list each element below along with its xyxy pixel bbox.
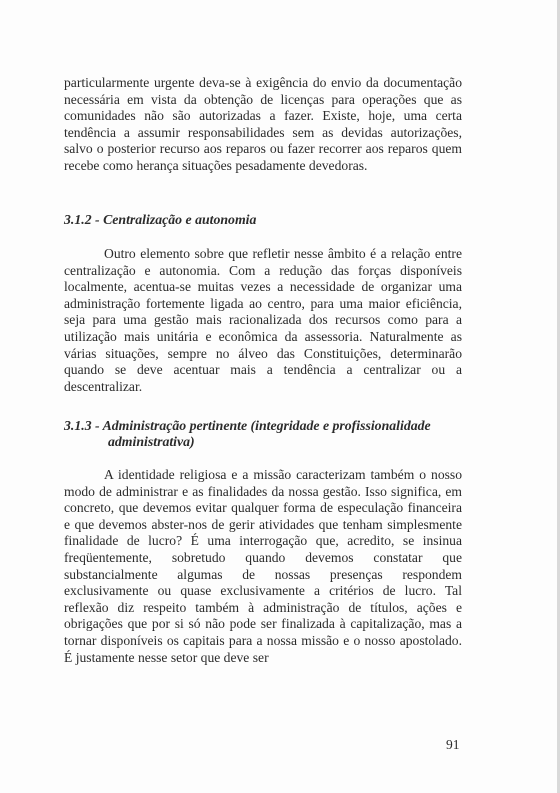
paragraph-administration — [64, 467, 462, 666]
paragraph-centralization — [64, 246, 462, 395]
paragraph-text: particularmente urgente deva-se à exigência do envio da documentação necessária em vista da obtenção de licenças para operações que as comunidades não são autorizadas a fazer. Existe, hoje, uma certa tendência a assumir responsabilidades sem as devidas autorizações, salvo o posterior recurso aos reparos ou fazer recorrer aos reparos quem recebe como herança situações pesadamente devedoras. — [64, 75, 462, 173]
heading-text-line2: administrativa) — [108, 434, 195, 449]
heading-text: 3.1.2 - Centralização e autonomia — [64, 212, 257, 227]
heading-text-line1: 3.1.3 - Administração pertinente (integridade e profissionalidade — [64, 418, 431, 433]
paragraph-continuation — [64, 75, 462, 175]
section-heading-3-1-3 — [64, 418, 474, 450]
page-number: 91 — [446, 737, 460, 752]
paragraph-text: Outro elemento sobre que refletir nesse âmbito é a relação entre centralização e autonomia. Com a redução das forças disponíveis localmente, acentua-se muitas vezes a necessidade de organizar uma administração fortemente ligada ao centro, para uma maior eficiência, seja para uma gestão mais racionalizada dos recursos como para a utilização mais unitária e econômica da assessoria. Naturalmente as várias situações, sempre no álveo das Constituições, determinarão quando se deve acentuar mais a tendência a centralizar ou a descentralizar. — [64, 246, 462, 394]
section-heading-3-1-2 — [64, 212, 474, 228]
paragraph-text: A identidade religiosa e a missão caracterizam também o nosso modo de administrar e as finalidades da nossa gestão. Isso significa, em concreto, que devemos evitar qualquer forma de especulação financeira e que devemos abster-nos de gerir atividades que tenham simplesmente finalidade de lucro? É uma interrogação que, acredito, se insinua freqüentemente, sobretudo quando devemos constatar que substancialmente algumas de nossas presenças respondem exclusivamente ou quase exclusivamente a critérios de lucro. Tal reflexão diz respeito também à administração de títulos, ações e obrigações que por si só não pode ser finalizada à capitalização, mas a tornar disponíveis os capitais para a nossa missão e o nosso apostolado. É justamente nesse setor que deve ser — [64, 467, 462, 665]
